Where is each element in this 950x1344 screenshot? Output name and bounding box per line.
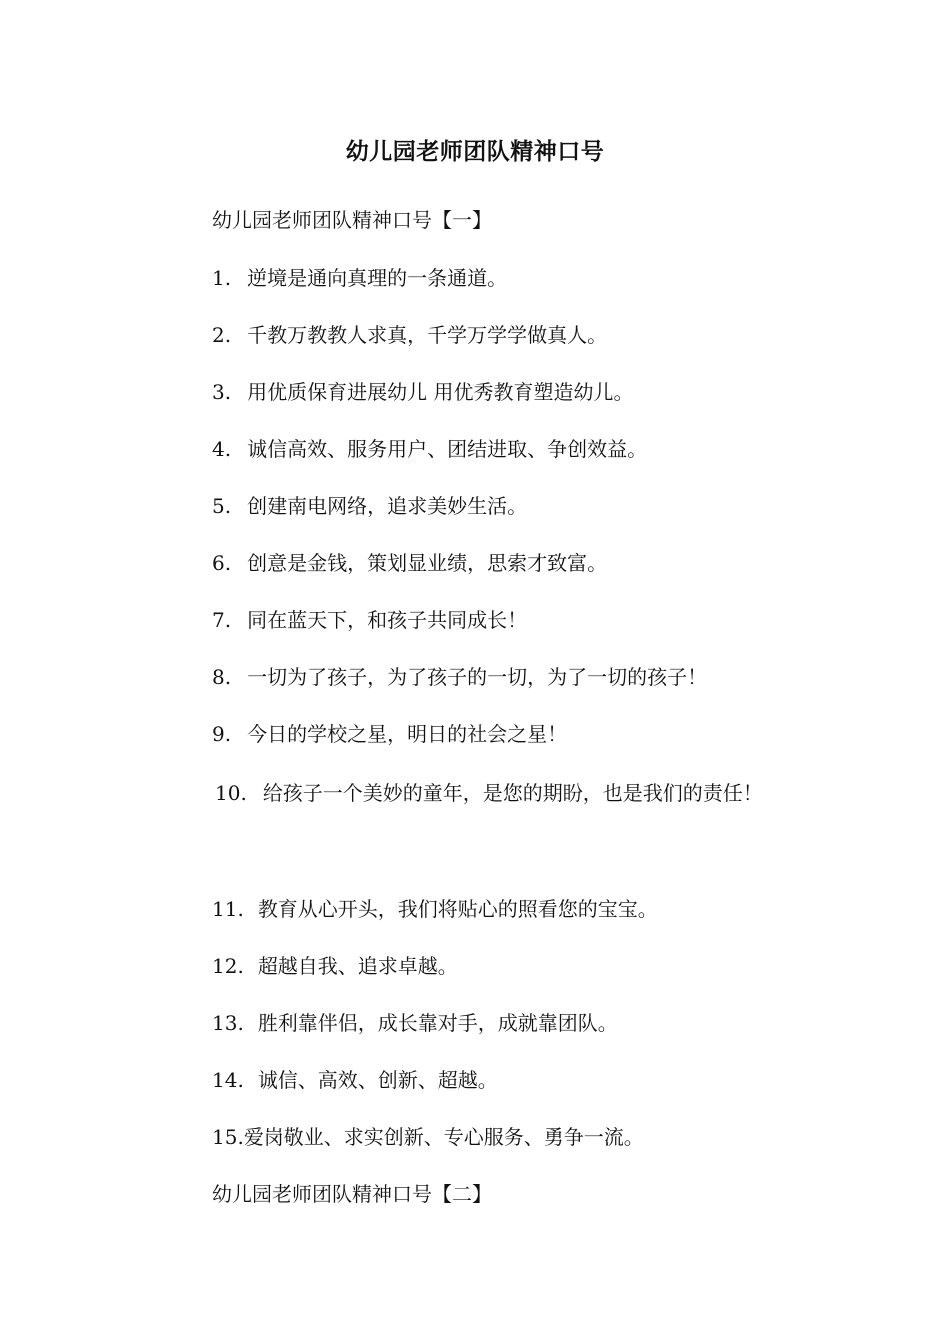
item-number: 14. xyxy=(212,1068,244,1092)
item-text: 教育从心开头，我们将贴心的照看您的宝宝。 xyxy=(257,897,658,921)
slogan-item xyxy=(212,895,658,923)
item-number: 11. xyxy=(212,897,244,921)
item-number: 4. xyxy=(212,437,232,461)
item-text: 一切为了孩子，为了孩子的一切，为了一切的孩子！ xyxy=(247,665,708,689)
item-number: 1. xyxy=(212,266,232,290)
slogan-item xyxy=(212,1123,644,1151)
slogan-item xyxy=(212,321,607,349)
slogan-item xyxy=(212,606,527,634)
item-text: 创建南电网络，追求美妙生活。 xyxy=(247,494,528,518)
item-text: 今日的学校之星，明日的社会之星！ xyxy=(247,722,568,746)
item-number: 3. xyxy=(212,380,232,404)
item-text: 用优质保育进展幼儿 用优秀教育塑造幼儿。 xyxy=(247,380,634,404)
item-number: 2. xyxy=(212,323,232,347)
item-number: 5. xyxy=(212,494,232,518)
section-heading-one: 幼儿园老师团队精神口号【一】 xyxy=(212,208,492,232)
slogan-item xyxy=(212,435,647,463)
item-number: 6. xyxy=(212,551,232,575)
slogan-item xyxy=(212,1009,618,1037)
slogan-item xyxy=(212,720,567,748)
item-text: 逆境是通向真理的一条通道。 xyxy=(247,266,508,290)
item-text: 同在蓝天下，和孩子共同成长！ xyxy=(247,608,528,632)
item-number: 13. xyxy=(212,1011,244,1035)
item-number: 8. xyxy=(212,665,232,689)
slogan-item xyxy=(212,492,527,520)
item-number: 12. xyxy=(212,954,244,978)
item-text: 千教万教教人求真，千学万学学做真人。 xyxy=(247,323,608,347)
item-text: 给孩子一个美妙的童年，是您的期盼，也是我们的责任！ xyxy=(262,781,763,805)
slogan-item xyxy=(212,378,633,406)
item-number: 10. xyxy=(215,781,247,805)
item-text: 诚信高效、服务用户、团结进取、争创效益。 xyxy=(247,437,648,461)
item-number: 7. xyxy=(212,608,232,632)
slogan-item xyxy=(212,1066,498,1094)
item-number: 9. xyxy=(212,722,232,746)
item-text: 爱岗敬业、求实创新、专心服务、勇争一流。 xyxy=(243,1125,644,1149)
slogan-item xyxy=(212,264,507,292)
item-text: 胜利靠伴侣，成长靠对手，成就靠团队。 xyxy=(257,1011,618,1035)
slogan-item xyxy=(215,779,763,807)
slogan-item xyxy=(212,549,607,577)
slogan-item xyxy=(212,952,458,980)
document-title: 幼儿园老师团队精神口号 xyxy=(345,138,605,165)
section-heading-two: 幼儿园老师团队精神口号【二】 xyxy=(212,1182,492,1206)
item-number: 15. xyxy=(212,1125,244,1149)
item-text: 创意是金钱，策划显业绩，思索才致富。 xyxy=(247,551,608,575)
item-text: 超越自我、追求卓越。 xyxy=(257,954,458,978)
item-text: 诚信、高效、创新、超越。 xyxy=(257,1068,498,1092)
slogan-item xyxy=(212,663,707,691)
